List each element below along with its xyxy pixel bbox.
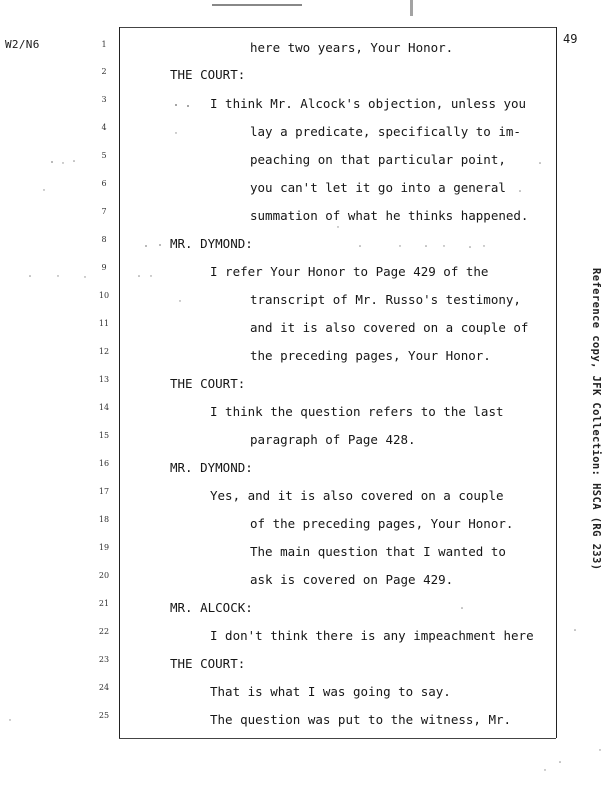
- line-number: 22: [98, 627, 110, 636]
- transcript-line: of the preceding pages, Your Honor.: [250, 516, 514, 531]
- transcript-line: I refer Your Honor to Page 429 of the: [210, 264, 489, 279]
- line-number: 8: [101, 235, 107, 244]
- transcript-line: here two years, Your Honor.: [250, 40, 454, 55]
- line-number: 18: [98, 515, 110, 524]
- line-number: 1: [101, 40, 107, 49]
- line-number: 23: [98, 655, 110, 664]
- speaker-label: MR. DYMOND:: [170, 236, 253, 251]
- line-number: 2: [101, 67, 107, 76]
- speaker-label: MR. ALCOCK:: [170, 600, 253, 615]
- transcript-line: summation of what he thinks happened.: [250, 208, 529, 223]
- line-number: 3: [101, 95, 107, 104]
- transcript-line: I think the question refers to the last: [210, 404, 504, 419]
- line-number: 25: [98, 711, 110, 720]
- line-number: 14: [98, 403, 110, 412]
- transcript-line: the preceding pages, Your Honor.: [250, 348, 491, 363]
- line-number: 11: [98, 319, 110, 328]
- line-number: 24: [98, 683, 110, 692]
- speaker-label: MR. DYMOND:: [170, 460, 253, 475]
- transcript-line: lay a predicate, specifically to im-: [250, 124, 521, 139]
- line-number: 9: [101, 263, 107, 272]
- line-number: 21: [98, 599, 110, 608]
- line-number: 10: [98, 291, 110, 300]
- line-number: 20: [98, 571, 110, 580]
- transcript-line: I think Mr. Alcock's objection, unless you: [210, 96, 527, 111]
- transcript-line: peaching on that particular point,: [250, 152, 506, 167]
- transcript-line: The main question that I wanted to: [250, 544, 506, 559]
- line-number: 5: [101, 151, 107, 160]
- document-id: W2/N6: [5, 38, 40, 51]
- line-number: 6: [101, 179, 107, 188]
- transcript-line: you can't let it go into a general: [250, 180, 506, 195]
- transcript-line: paragraph of Page 428.: [250, 432, 416, 447]
- line-number: 17: [98, 487, 110, 496]
- line-number: 7: [101, 207, 107, 216]
- transcript-line: I don't think there is any impeachment here: [210, 628, 534, 643]
- line-number: 19: [98, 543, 110, 552]
- transcript-line: That is what I was going to say.: [210, 684, 451, 699]
- line-number: 15: [98, 431, 110, 440]
- speaker-label: THE COURT:: [170, 67, 246, 82]
- transcript-line: Yes, and it is also covered on a couple: [210, 488, 504, 503]
- transcript-line: and it is also covered on a couple of: [250, 320, 529, 335]
- line-number: 12: [98, 347, 110, 356]
- transcript-line: ask is covered on Page 429.: [250, 572, 454, 587]
- speaker-label: THE COURT:: [170, 656, 246, 671]
- transcript-line: The question was put to the witness, Mr.: [210, 712, 512, 727]
- speaker-label: THE COURT:: [170, 376, 246, 391]
- transcript-line: transcript of Mr. Russo's testimony,: [250, 292, 521, 307]
- line-number: 4: [101, 123, 107, 132]
- line-number: 16: [98, 459, 110, 468]
- page-number: 49: [563, 32, 578, 46]
- line-number: 13: [98, 375, 110, 384]
- archive-reference-stamp: Reference copy, JFK Collection: HSCA (RG 233): [590, 268, 602, 571]
